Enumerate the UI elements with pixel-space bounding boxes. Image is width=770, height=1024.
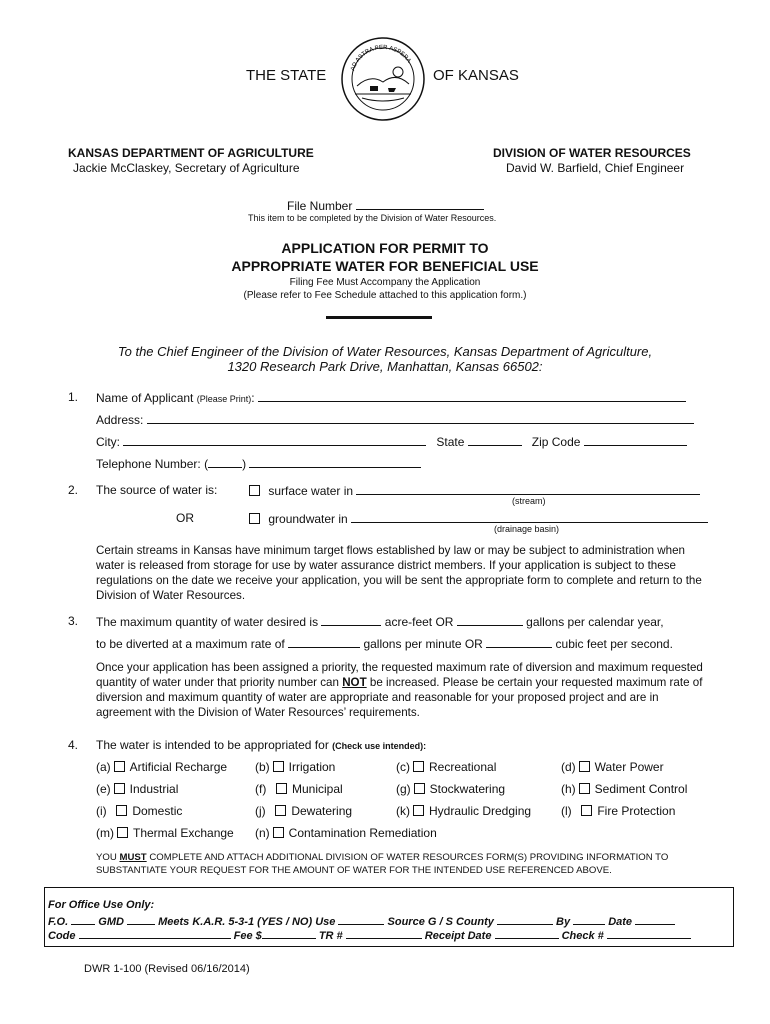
use-g-key: (g) bbox=[396, 782, 411, 796]
use-i-key: (i) bbox=[96, 804, 107, 818]
office-county-field[interactable] bbox=[497, 913, 553, 925]
office-use-title: For Office Use Only: bbox=[48, 899, 155, 911]
office-use-row1 bbox=[48, 913, 675, 928]
dept-right-title: DIVISION OF WATER RESOURCES bbox=[493, 146, 691, 160]
dept-right-subtitle: David W. Barfield, Chief Engineer bbox=[506, 161, 685, 175]
city-field[interactable] bbox=[123, 434, 426, 446]
use-a-label: Artificial Recharge bbox=[129, 760, 228, 774]
use-option-b bbox=[255, 760, 335, 774]
acre-feet-label: acre-feet OR bbox=[384, 615, 454, 629]
phone-label: Telephone Number: bbox=[96, 457, 201, 471]
surface-water-label: surface water in bbox=[268, 484, 354, 498]
office-date-field[interactable] bbox=[635, 913, 675, 925]
office-by-field[interactable] bbox=[573, 913, 605, 925]
office-fo-label: F.O. bbox=[48, 916, 69, 928]
office-gmd-label: GMD bbox=[98, 916, 124, 928]
office-use-box bbox=[44, 887, 734, 947]
office-source-label: Source G / S bbox=[387, 916, 453, 928]
groundwater-row bbox=[246, 511, 708, 526]
use-n-label: Contamination Remediation bbox=[288, 826, 437, 840]
use-l-label: Fire Protection bbox=[597, 804, 676, 818]
zip-field[interactable] bbox=[584, 434, 687, 446]
use-option-m bbox=[96, 826, 234, 840]
use-option-d bbox=[561, 760, 664, 774]
use-h-label: Sediment Control bbox=[594, 782, 688, 796]
use-f-key: (f) bbox=[255, 782, 267, 796]
groundwater-label: groundwater in bbox=[268, 512, 348, 526]
phone-area-code-field[interactable] bbox=[208, 456, 242, 468]
priority-paragraph-part2: be increased. Please be certain your requested maximum rate of diversion and maximum quantity of water are appropriate and reasonable for your proposed project and are in agreement with the Division of Water Resources’ requirements. bbox=[96, 676, 703, 719]
form-title-line2: APPROPRIATE WATER FOR BENEFICIAL USE bbox=[231, 258, 539, 274]
form-title-line1: APPLICATION FOR PERMIT TO bbox=[281, 240, 489, 256]
state-right-text: OF KANSAS bbox=[433, 67, 519, 84]
use-option-k bbox=[396, 804, 531, 818]
office-tr-field[interactable] bbox=[346, 927, 422, 939]
office-code-field[interactable] bbox=[79, 927, 231, 939]
zip-label: Zip Code bbox=[531, 435, 581, 449]
notice-part1: YOU bbox=[96, 852, 120, 863]
use-d-label: Water Power bbox=[594, 760, 664, 774]
gallons-per-year-label: gallons per calendar year, bbox=[526, 615, 664, 629]
seal-motto: AD ASTRA PER ASPERA bbox=[350, 44, 412, 72]
use-i-label: Domestic bbox=[132, 804, 183, 818]
office-code-label: Code bbox=[48, 930, 76, 942]
q1-number: 1. bbox=[68, 390, 79, 404]
office-county-label: County bbox=[456, 916, 494, 928]
priority-paragraph-part1: Once your application has been assigned a priority, the requested maximum rate of diversion and maximum requested quantity of water under that priority number can bbox=[96, 661, 703, 689]
applicant-name-hint: (Please Print) bbox=[196, 394, 252, 404]
gallons-per-year-field[interactable] bbox=[457, 614, 523, 626]
gallons-per-minute-field[interactable] bbox=[288, 636, 360, 648]
office-use-field[interactable] bbox=[338, 913, 384, 925]
office-use-row2 bbox=[48, 927, 691, 942]
use-e-label: Industrial bbox=[129, 782, 179, 796]
use-k-key: (k) bbox=[396, 804, 410, 818]
file-number-row bbox=[287, 198, 484, 213]
use-a-checkbox[interactable] bbox=[114, 761, 125, 772]
use-h-checkbox[interactable] bbox=[579, 783, 590, 794]
notice-must-emphasis: MUST bbox=[119, 852, 147, 863]
applicant-name-field[interactable] bbox=[258, 390, 686, 402]
use-g-label: Stockwatering bbox=[429, 782, 506, 796]
use-g-checkbox[interactable] bbox=[414, 783, 425, 794]
office-date-label: Date bbox=[608, 916, 633, 928]
use-option-g bbox=[396, 782, 505, 796]
q4-number: 4. bbox=[68, 738, 79, 752]
file-number-note: This item to be completed by the Division of Water Resources. bbox=[248, 213, 497, 223]
office-use-label: Use bbox=[315, 916, 336, 928]
use-d-checkbox[interactable] bbox=[579, 761, 590, 772]
state-field[interactable] bbox=[468, 434, 522, 446]
quantity-label: The maximum quantity of water desired is bbox=[96, 615, 319, 629]
rate-row bbox=[96, 636, 673, 651]
use-c-key: (c) bbox=[396, 760, 410, 774]
use-b-label: Irrigation bbox=[288, 760, 336, 774]
stream-hint: (stream) bbox=[512, 496, 546, 506]
cubic-feet-per-second-field[interactable] bbox=[486, 636, 552, 648]
cubic-feet-per-second-label: cubic feet per second. bbox=[555, 637, 673, 651]
priority-paragraph bbox=[96, 660, 708, 720]
groundwater-checkbox[interactable] bbox=[249, 513, 260, 524]
office-meets-label: Meets K.A.R. 5-3-1 (YES / NO) bbox=[158, 916, 313, 928]
addressee-line1: To the Chief Engineer of the Division of Water Resources, Kansas Department of Agriculture, bbox=[117, 344, 653, 359]
use-option-h bbox=[561, 782, 687, 796]
use-d-key: (d) bbox=[561, 760, 576, 774]
dept-left-title: KANSAS DEPARTMENT OF AGRICULTURE bbox=[68, 146, 314, 160]
drainage-basin-field[interactable] bbox=[351, 511, 708, 523]
state-label: State bbox=[436, 435, 465, 449]
city-label: City: bbox=[96, 435, 120, 449]
fee-note-line2: (Please refer to Fee Schedule attached to this application form.) bbox=[243, 290, 527, 301]
drainage-basin-hint: (drainage basin) bbox=[494, 524, 560, 534]
use-l-key: (l) bbox=[561, 804, 572, 818]
use-j-checkbox[interactable] bbox=[275, 805, 286, 816]
use-option-a bbox=[96, 760, 227, 774]
use-option-j bbox=[255, 804, 352, 818]
office-check-field[interactable] bbox=[607, 927, 691, 939]
state-seal bbox=[340, 36, 426, 122]
intended-use-row bbox=[96, 738, 426, 752]
water-source-label: The source of water is: bbox=[96, 483, 218, 497]
applicant-name-label: Name of Applicant bbox=[96, 391, 194, 405]
use-b-key: (b) bbox=[255, 760, 270, 774]
addressee-line2: 1320 Research Park Drive, Manhattan, Kansas 66502: bbox=[227, 359, 543, 374]
attachment-notice bbox=[96, 851, 716, 877]
or-text: OR bbox=[176, 511, 194, 525]
office-check-label: Check # bbox=[561, 930, 604, 942]
file-number-field[interactable] bbox=[356, 198, 484, 210]
svg-text:AD ASTRA PER ASPERA bbox=[350, 45, 411, 72]
use-i-checkbox[interactable] bbox=[116, 805, 127, 816]
office-receipt-field[interactable] bbox=[495, 927, 559, 939]
office-fee-field[interactable] bbox=[262, 927, 316, 939]
office-fo-field[interactable] bbox=[71, 913, 95, 925]
address-label: Address: bbox=[96, 413, 144, 427]
use-option-l bbox=[561, 804, 675, 818]
address-field[interactable] bbox=[147, 412, 694, 424]
fee-note-line1: Filing Fee Must Accompany the Application bbox=[289, 277, 481, 288]
office-receipt-label: Receipt Date bbox=[424, 930, 492, 942]
use-f-label: Municipal bbox=[292, 782, 343, 796]
use-option-c bbox=[396, 760, 496, 774]
address-row bbox=[96, 412, 694, 427]
use-m-checkbox[interactable] bbox=[117, 827, 128, 838]
use-option-i bbox=[96, 804, 182, 818]
q2-number: 2. bbox=[68, 483, 79, 497]
gallons-per-minute-label: gallons per minute OR bbox=[363, 637, 483, 651]
phone-row: Telephone Number: ( ) bbox=[96, 456, 421, 471]
use-n-checkbox[interactable] bbox=[273, 827, 284, 838]
use-option-f bbox=[255, 782, 343, 796]
use-f-checkbox[interactable] bbox=[276, 783, 287, 794]
file-number-label: File Number bbox=[287, 199, 353, 213]
streams-paragraph: Certain streams in Kansas have minimum target flows established by law or may be subject to administration when water is released from storage for use by water assurance district members. If your application is subject to these regulations on the date we receive your application, you will be sent the appropriate form to complete and return to the Division of Water Resources. bbox=[96, 544, 702, 602]
office-gmd-field[interactable] bbox=[127, 913, 155, 925]
office-tr-label: TR # bbox=[318, 930, 343, 942]
dept-left-subtitle: Jackie McClaskey, Secretary of Agriculture bbox=[73, 161, 300, 175]
use-option-n bbox=[255, 826, 437, 840]
use-k-label: Hydraulic Dredging bbox=[429, 804, 532, 818]
use-c-checkbox[interactable] bbox=[413, 761, 424, 772]
intended-use-hint: (Check use intended): bbox=[332, 741, 427, 751]
use-n-key: (n) bbox=[255, 826, 270, 840]
stream-field[interactable] bbox=[356, 483, 700, 495]
notice-part2: COMPLETE AND ATTACH ADDITIONAL DIVISION OF WATER RESOURCES FORM(S) PROVIDING INFORMATION TO SUBSTANTIATE YOUR REQUEST FOR THE AMOUNT OF WATER FOR THE INTENDED USE REFERENCED ABOVE. bbox=[96, 852, 669, 876]
use-l-checkbox[interactable] bbox=[581, 805, 592, 816]
form-id: DWR 1-100 (Revised 06/16/2014) bbox=[84, 963, 250, 975]
applicant-name-row: Name of Applicant (Please Print): bbox=[96, 390, 686, 405]
rate-label: to be diverted at a maximum rate of bbox=[96, 637, 285, 651]
office-fee-label: Fee $ bbox=[233, 930, 262, 942]
office-by-label: By bbox=[556, 916, 571, 928]
use-m-label: Thermal Exchange bbox=[133, 826, 234, 840]
use-k-checkbox[interactable] bbox=[413, 805, 424, 816]
title-divider bbox=[326, 316, 432, 319]
use-a-key: (a) bbox=[96, 760, 111, 774]
q3-number: 3. bbox=[68, 614, 79, 628]
surface-water-row bbox=[246, 483, 700, 498]
use-h-key: (h) bbox=[561, 782, 576, 796]
use-c-label: Recreational bbox=[429, 760, 497, 774]
city-row bbox=[96, 434, 687, 449]
intended-use-label: The water is intended to be appropriated for bbox=[96, 738, 329, 752]
surface-water-checkbox[interactable] bbox=[249, 485, 260, 496]
state-left-text: THE STATE bbox=[246, 67, 327, 84]
use-m-key: (m) bbox=[96, 826, 114, 840]
use-option-e bbox=[96, 782, 178, 796]
use-j-key: (j) bbox=[255, 804, 266, 818]
phone-number-field[interactable] bbox=[249, 456, 421, 468]
use-j-label: Dewatering bbox=[291, 804, 353, 818]
priority-not-emphasis: NOT bbox=[342, 676, 367, 689]
use-b-checkbox[interactable] bbox=[273, 761, 284, 772]
quantity-row bbox=[96, 614, 664, 629]
use-e-key: (e) bbox=[96, 782, 111, 796]
use-e-checkbox[interactable] bbox=[114, 783, 125, 794]
acre-feet-field[interactable] bbox=[321, 614, 381, 626]
